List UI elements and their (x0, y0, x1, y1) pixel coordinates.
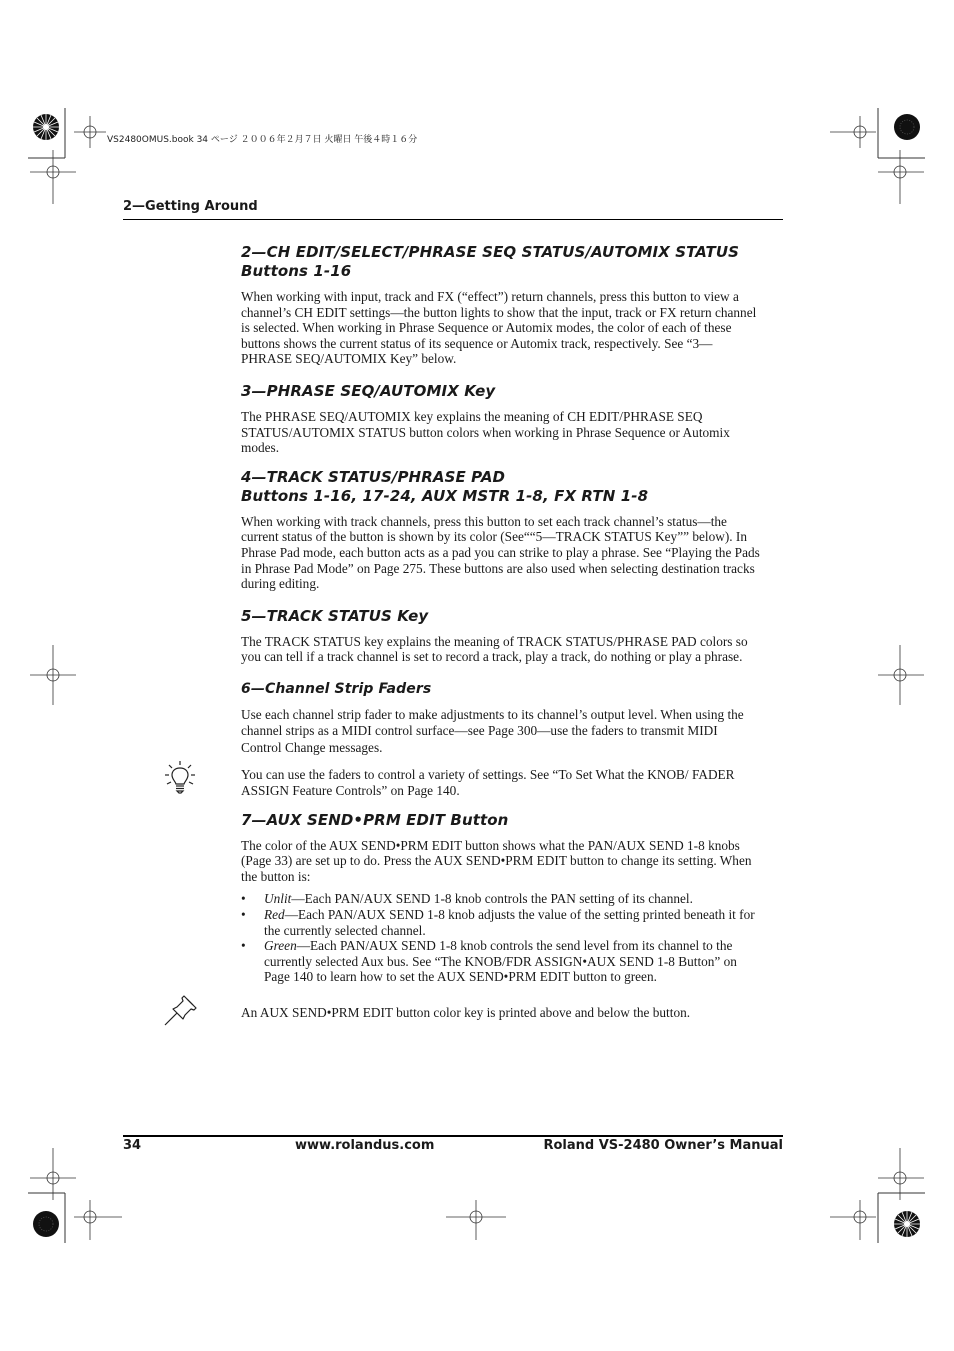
section-heading: 7—AUX SEND•PRM EDIT Button (241, 810, 509, 829)
section-heading: 2—CH EDIT/SELECT/PHRASE SEQ STATUS/AUTOMIX STATUS Buttons 1-16 (241, 243, 740, 280)
button-state-list (241, 891, 761, 985)
section-body: When working with input, track and FX (“effect”) return channels, press this button to view a channel’s CH EDIT settings—the button lights to show that the input, track or FX return channel is selected. When working in Phrase Sequence or Automix modes, the color of each of these buttons shows the current status of its sequence or Automix track, respectively. See “3—PHRASE SEQ/AUTOMIX Key” below. (241, 289, 757, 367)
section-phrase-seq-key (241, 382, 761, 456)
lightbulb-icon (164, 759, 196, 799)
color-target-icon (894, 1211, 920, 1237)
section-body: The TRACK STATUS key explains the meaning of TRACK STATUS/PHRASE PAD colors so you can tell if a track channel is set to record a track, play a track, do nothing or play a phrase. (241, 633, 748, 665)
running-head: 2—Getting Around (123, 199, 258, 214)
section-body: Use each channel strip fader to make adjustments to its channel’s output level. When using the channel strips as a MIDI control surface—see Page 300—use the faders to transmit MIDI Control Change messages. (241, 706, 744, 755)
memo-text: An AUX SEND•PRM EDIT button color key is printed above and below the button. (241, 1004, 691, 1020)
list-item: • Green—Each PAN/AUX SEND 1-8 knob controls the send level from its channel to the currently selected Aux bus. See “The KNOB/FDR ASSIGN•AUX SEND 1-8 Button” on Page 140 to learn how to set the AUX SEND•PRM EDIT button to green. (241, 938, 737, 985)
tip-note (241, 767, 761, 798)
color-target-icon (894, 114, 920, 140)
main-content (241, 243, 761, 1036)
section-body: When working with track channels, press this button to set each track channel’s status—the current status of the button is shown by its color (See““5—TRACK STATUS Key”” below). In Phrase Pad mode, each button acts as a pad you can strike to play a phrase. See “Playing the Pads in Phrase Pad Mode” on Page 275. These buttons are also used when selecting destination tracks during editing. (241, 513, 760, 592)
section-aux-send-button (241, 811, 761, 1021)
manual-title: Roland VS-2480 Owner’s Manual (543, 1138, 783, 1153)
section-body: The color of the AUX SEND•PRM EDIT button shows what the PAN/AUX SEND 1-8 knobs (Page 33) are set up to do. Press the AUX SEND•PRM EDIT button to change its setting. When the button is: (241, 837, 752, 884)
section-body: The PHRASE SEQ/AUTOMIX key explains the meaning of CH EDIT/PHRASE SEQ STATUS/AUTOMIX STATUS button colors when working in Phrase Sequence or Automix modes. (241, 408, 730, 456)
section-heading: 4—TRACK STATUS/PHRASE PAD Buttons 1-16, 17-24, AUX MSTR 1-8, FX RTN 1-8 (241, 467, 649, 505)
section-heading: 3—PHRASE SEQ/AUTOMIX Key (241, 381, 496, 400)
tip-text: You can use the faders to control a variety of settings. See “To Set What the KNOB/ FADER ASSIGN Feature Controls” on Page 140. (241, 767, 735, 798)
footer-rule (123, 1135, 783, 1137)
color-target-icon (33, 1211, 59, 1237)
section-ch-edit-buttons (241, 243, 761, 367)
page-footer (123, 1138, 783, 1156)
header-rule (123, 219, 783, 220)
memo-note (241, 1005, 761, 1021)
section-channel-strip-faders (241, 680, 761, 799)
section-track-status-key (241, 607, 761, 665)
footer-url: www.rolandus.com (295, 1138, 435, 1153)
section-heading: 6—Channel Strip Faders (241, 680, 432, 697)
pushpin-icon (163, 991, 201, 1027)
list-item: • Red—Each PAN/AUX SEND 1-8 knob adjusts the value of the setting printed beneath it for the currently selected channel. (241, 906, 755, 938)
section-heading: 5—TRACK STATUS Key (241, 606, 429, 625)
book-info: VS2480OMUS.book 34 ページ ２００６年２月７日 火曜日 午後４時１６分 (107, 135, 418, 145)
color-target-icon (33, 114, 59, 140)
section-track-status-buttons (241, 468, 761, 592)
page-number: 34 (123, 1138, 142, 1153)
list-item: • Unlit—Each PAN/AUX SEND 1-8 knob controls the PAN setting of its channel. (241, 891, 693, 907)
